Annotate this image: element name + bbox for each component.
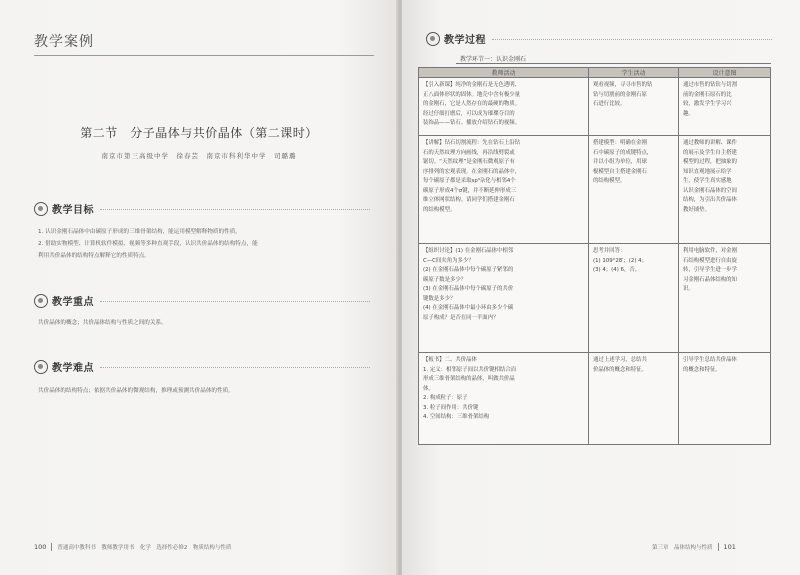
- cell-line: 趣。: [683, 110, 694, 117]
- table-cell-intent: [679, 78, 771, 136]
- section-heading-objectives: [34, 201, 94, 216]
- section-divider: [492, 39, 772, 40]
- section-body-objectives: [38, 226, 378, 262]
- cell-line: 习金刚石晶体结构的知: [683, 276, 737, 283]
- section-divider: [100, 301, 370, 302]
- section-heading-process: [426, 31, 486, 46]
- cell-line: 【讲解】钻石切割流程：先在钻石上沿钻: [423, 140, 521, 146]
- authors: 南京市第三高级中学 徐春芸 南京市科利华中学 司璐璐: [101, 152, 297, 160]
- section-bullet-icon: [34, 294, 48, 308]
- cell-line: 的展示及学生自主搭建: [683, 149, 737, 156]
- cell-line: 【组织讨论】(1) 在金刚石晶体中相邻: [423, 248, 514, 254]
- cell-line: 3. 粒子间作用：共价键: [423, 404, 479, 411]
- cell-line: 维立体网状结构。请同学们搭建金刚石: [423, 197, 515, 203]
- cell-line: 形成三维骨架结构的晶体，叫做共价晶: [423, 376, 515, 382]
- teaching-process-table: [418, 67, 771, 445]
- cell-line: 识。: [683, 286, 694, 292]
- cell-line: 碳原子形成4个σ键，并不断延伸形成三: [423, 187, 517, 194]
- cell-line: 石进行比较。: [593, 101, 626, 107]
- cell-line: 价晶体的概念和特征。: [593, 366, 647, 373]
- page-header: 教学案例: [34, 34, 94, 50]
- cell-line: 键数是多少？: [423, 295, 456, 302]
- cell-line: 认识金刚石晶体的空间: [683, 187, 737, 194]
- section-title: 教学目标: [52, 205, 94, 216]
- table-cell-student: [589, 244, 679, 353]
- cell-line: 引导学生总结共价晶体: [683, 357, 737, 363]
- page-number: 101: [723, 543, 736, 551]
- section-heading-key-points: [34, 293, 94, 308]
- body-line: 共价晶体的结构特点；依据共价晶体的微观结构，推理或预测共价晶体的性质。: [38, 388, 234, 394]
- cell-line: 【引入新课】纯净的金刚石是无色透明、: [423, 82, 521, 88]
- table-cell-intent: [679, 353, 771, 445]
- cell-line: 教好铺垫。: [683, 206, 710, 213]
- cell-line: (4) 在金刚石晶体中最小环由多少个碳: [423, 305, 514, 311]
- left-footer: [34, 543, 231, 551]
- cell-line: 石中碳原子的成键特点，: [593, 149, 653, 156]
- table-cell-student: [589, 78, 679, 136]
- cell-line: 体。: [423, 385, 434, 392]
- cell-line: 的概念和特征。: [683, 366, 721, 373]
- body-line: 2. 借助实物模型、计算机软件模拟、视频等多种直观手段，认识共价晶体的结构特点，能: [38, 241, 258, 247]
- cell-line: 模型的过程，把抽象的: [683, 159, 737, 165]
- cell-line: (1) 109°28′；(2) 4；: [593, 257, 647, 264]
- section-heading-difficulties: [34, 359, 94, 374]
- table-cell-student: [589, 353, 679, 445]
- section-title: 教学难点: [52, 363, 94, 374]
- cell-line: 通过上述学习，总结共: [593, 357, 647, 363]
- footer-chapter: 第三章 晶体结构与性质: [652, 545, 713, 551]
- page-number: 100: [34, 543, 47, 551]
- column-header: 设计意图: [679, 68, 771, 78]
- section-divider: [100, 209, 370, 210]
- section-body-difficulties: [38, 385, 378, 397]
- section-title: 教学重点: [52, 297, 94, 308]
- left-page: [0, 0, 398, 575]
- table-cell-teacher: [419, 78, 589, 136]
- cell-line: 观看视频，寻寻市售的钻: [593, 82, 653, 88]
- section-title: 教学过程: [444, 35, 486, 46]
- body-line: 利用共价晶体的结构特点解释它的性质特点。: [38, 253, 150, 259]
- cell-line: C—C间夹角为多少？: [423, 257, 474, 264]
- cell-line: 的结构模型。: [593, 178, 626, 184]
- cell-line: 通过教师的讲解、课件: [683, 140, 737, 146]
- cell-line: 思考并回答：: [593, 248, 626, 254]
- table-header-row: [419, 68, 771, 78]
- cell-line: 并以小组为单位，用球: [593, 159, 647, 165]
- cell-line: 每个碳原子都是采取sp³杂化与相邻4个: [423, 178, 516, 184]
- section-bullet-icon: [426, 32, 440, 46]
- cell-line: 的金刚石，它是人然存在的最硬的物质。: [423, 101, 521, 107]
- body-line: 共价晶体的概念；共价晶体结构与性质之间的关系。: [38, 320, 167, 326]
- caption-rule: [456, 63, 771, 64]
- cell-line: 生，使学生真实感地: [683, 178, 732, 184]
- cell-line: 石的天然纹理方向画线，再沿线劈裂或: [423, 149, 515, 156]
- cell-line: (3) 在金刚石晶体中每个碳原子的共价: [423, 286, 514, 292]
- cell-line: 4. 空间结构：三维骨架结构: [423, 414, 490, 420]
- table-cell-teacher: [419, 353, 589, 445]
- table-row: [419, 353, 771, 445]
- section-bullet-icon: [34, 202, 48, 216]
- cell-line: 利用电脑软件，对金刚: [683, 248, 737, 254]
- cell-line: 通过市售的钻钻与切割: [683, 82, 737, 88]
- cell-line: 经过仔细打磨后，可以成为璀璨夺目的: [423, 110, 515, 117]
- cell-line: (3) 4；(4) 6，否。: [593, 267, 641, 273]
- cell-line: 装饰品——钻石。播放介绍钻石的视频。: [423, 120, 521, 126]
- section-body-key-points: [38, 317, 378, 329]
- table-cell-teacher: [419, 136, 589, 244]
- footer-text: 普通高中教科书 教师教学用书 化学 选择性必修2 物质结构与性质: [57, 545, 232, 551]
- cell-line: 钻与切割前的金刚石原: [593, 91, 647, 98]
- table-cell-intent: [679, 244, 771, 353]
- table-caption: 教学环节一：认识金刚石: [460, 56, 527, 63]
- cell-line: 较，激发学生学习兴: [683, 101, 732, 107]
- column-header: 教师活动: [419, 68, 589, 78]
- section-bullet-icon: [34, 360, 48, 374]
- cell-line: 正八面体形状的固体。地壳中含有极少量: [423, 91, 521, 98]
- table-cell-student: [589, 136, 679, 244]
- cell-line: 前的金刚石原石的比: [683, 91, 732, 98]
- table-cell-intent: [679, 136, 771, 244]
- cell-line: 【板书】二、共价晶体: [423, 357, 477, 363]
- cell-line: 知识直观地展示给学: [683, 168, 732, 175]
- body-line: 1. 认识金刚石晶体中由碳原子形成的三维骨架结构，能运用模型解释物质的性质。: [38, 229, 241, 235]
- table-row: [419, 136, 771, 244]
- header-rule: [34, 55, 374, 56]
- cell-line: 搭建模型：明确在金刚: [593, 140, 647, 146]
- cell-line: 2. 构成粒子：原子: [423, 395, 468, 401]
- table-row: [419, 78, 771, 136]
- table-row: [419, 244, 771, 353]
- cell-line: 的结构模型。: [423, 206, 456, 213]
- lesson-title: 第二节 分子晶体与共价晶体（第二课时）: [80, 126, 318, 140]
- cell-line: 1. 定义：相邻原子间以共价键相结合而: [423, 366, 517, 373]
- cell-line: (2) 在金刚石晶体中每个碳原子紧邻的: [423, 267, 514, 273]
- cell-line: 原子构成？是否在同一平面内？: [423, 314, 499, 321]
- cell-line: 碳原子数是多少？: [423, 276, 467, 283]
- table-cell-teacher: [419, 244, 589, 353]
- cell-line: 转，引导学生进一步学: [683, 267, 737, 273]
- cell-line: 序排列的宏观表现。在金刚石的晶体中，: [423, 168, 521, 175]
- cell-line: 锯切。“天然纹理”是金刚石微观原子有: [423, 159, 515, 165]
- cell-line: 石结构模型进行自由旋: [683, 257, 737, 264]
- section-divider: [100, 367, 370, 368]
- column-header: 学生活动: [589, 68, 679, 78]
- cell-line: 棍模型自主搭建金刚石: [593, 168, 647, 175]
- cell-line: 结构，为引出共价晶体: [683, 197, 737, 203]
- right-footer: [652, 543, 736, 551]
